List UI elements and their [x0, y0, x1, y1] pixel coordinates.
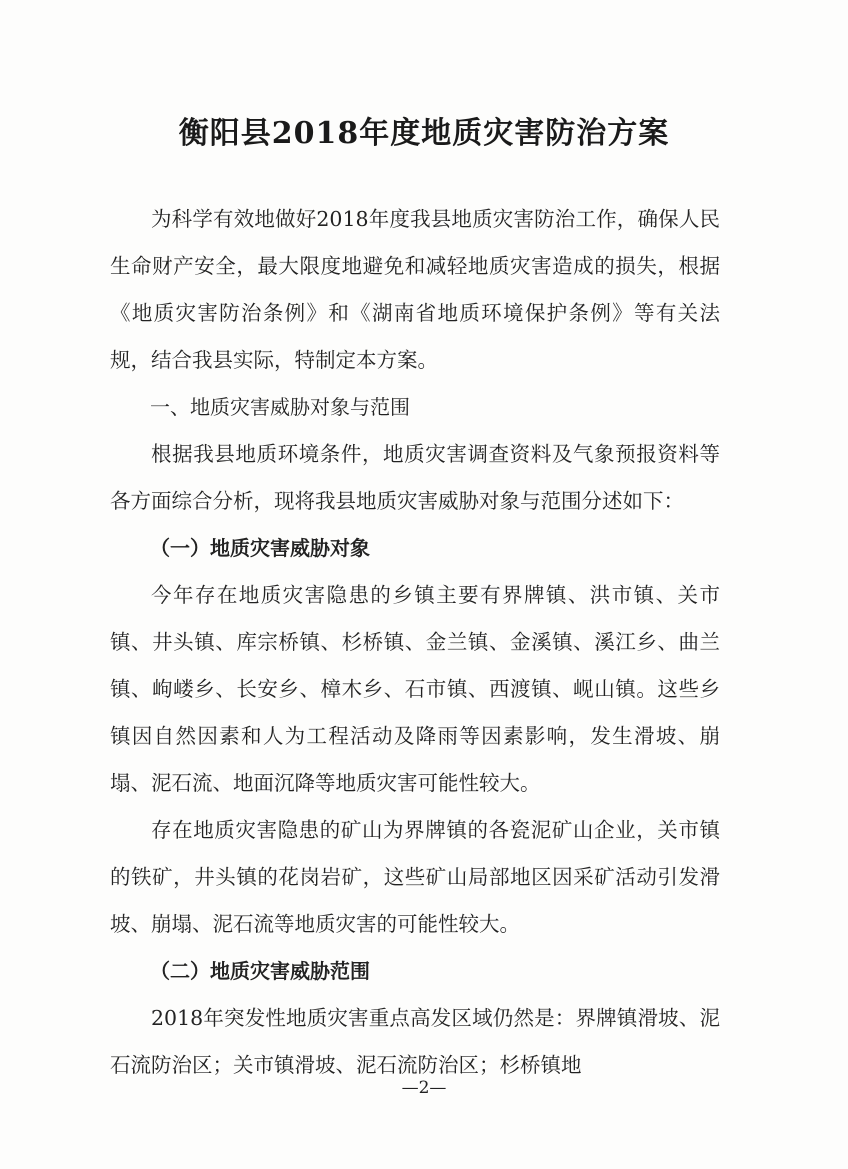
intro-paragraph: 为科学有效地做好2018年度我县地质灾害防治工作，确保人民生命财产安全，最大限度地避免和减轻地质灾害造成的损失，根据《地质灾害防治条例》和《湖南省地质环境保护条例》等有关法规，结合我县实际，特制定本方案。 [110, 207, 720, 372]
page-number: —2— [401, 1078, 447, 1098]
subsection1-paragraph-1: 今年存在地质灾害隐患的乡镇主要有界牌镇、洪市镇、关市镇、井头镇、库宗桥镇、杉桥镇、金兰镇、金溪镇、溪江乡、曲兰镇、岣嵝乡、长安乡、樟木乡、石市镇、西渡镇、岘山镇。这些乡镇因自然因素和人为工程活动及降雨等因素影响，发生滑坡、崩塌、泥石流、地面沉降等地质灾害可能性较大。 [110, 583, 720, 795]
document-title: 衡阳县2018年度地质灾害防治方案 [178, 116, 670, 151]
document-body [110, 196, 720, 1089]
subsection2-paragraph-1: 2018年突发性地质灾害重点高发区域仍然是：界牌镇滑坡、泥石流防治区；关市镇滑坡、泥石流防治区；杉桥镇地 [110, 1006, 720, 1077]
section1-paragraph: 根据我县地质环境条件，地质灾害调查资料及气象预报资料等各方面综合分析，现将我县地质灾害威胁对象与范围分述如下： [110, 442, 720, 513]
subsection1-paragraph-2: 存在地质灾害隐患的矿山为界牌镇的各瓷泥矿山企业，关市镇的铁矿，井头镇的花岗岩矿，这些矿山局部地区因采矿活动引发滑坡、崩塌、泥石流等地质灾害的可能性较大。 [110, 818, 720, 936]
subsection-heading-2: （二）地质灾害威胁范围 [150, 959, 370, 983]
section-heading-1: 一、地质灾害威胁对象与范围 [150, 395, 410, 419]
subsection-heading-1: （一）地质灾害威胁对象 [150, 536, 370, 560]
